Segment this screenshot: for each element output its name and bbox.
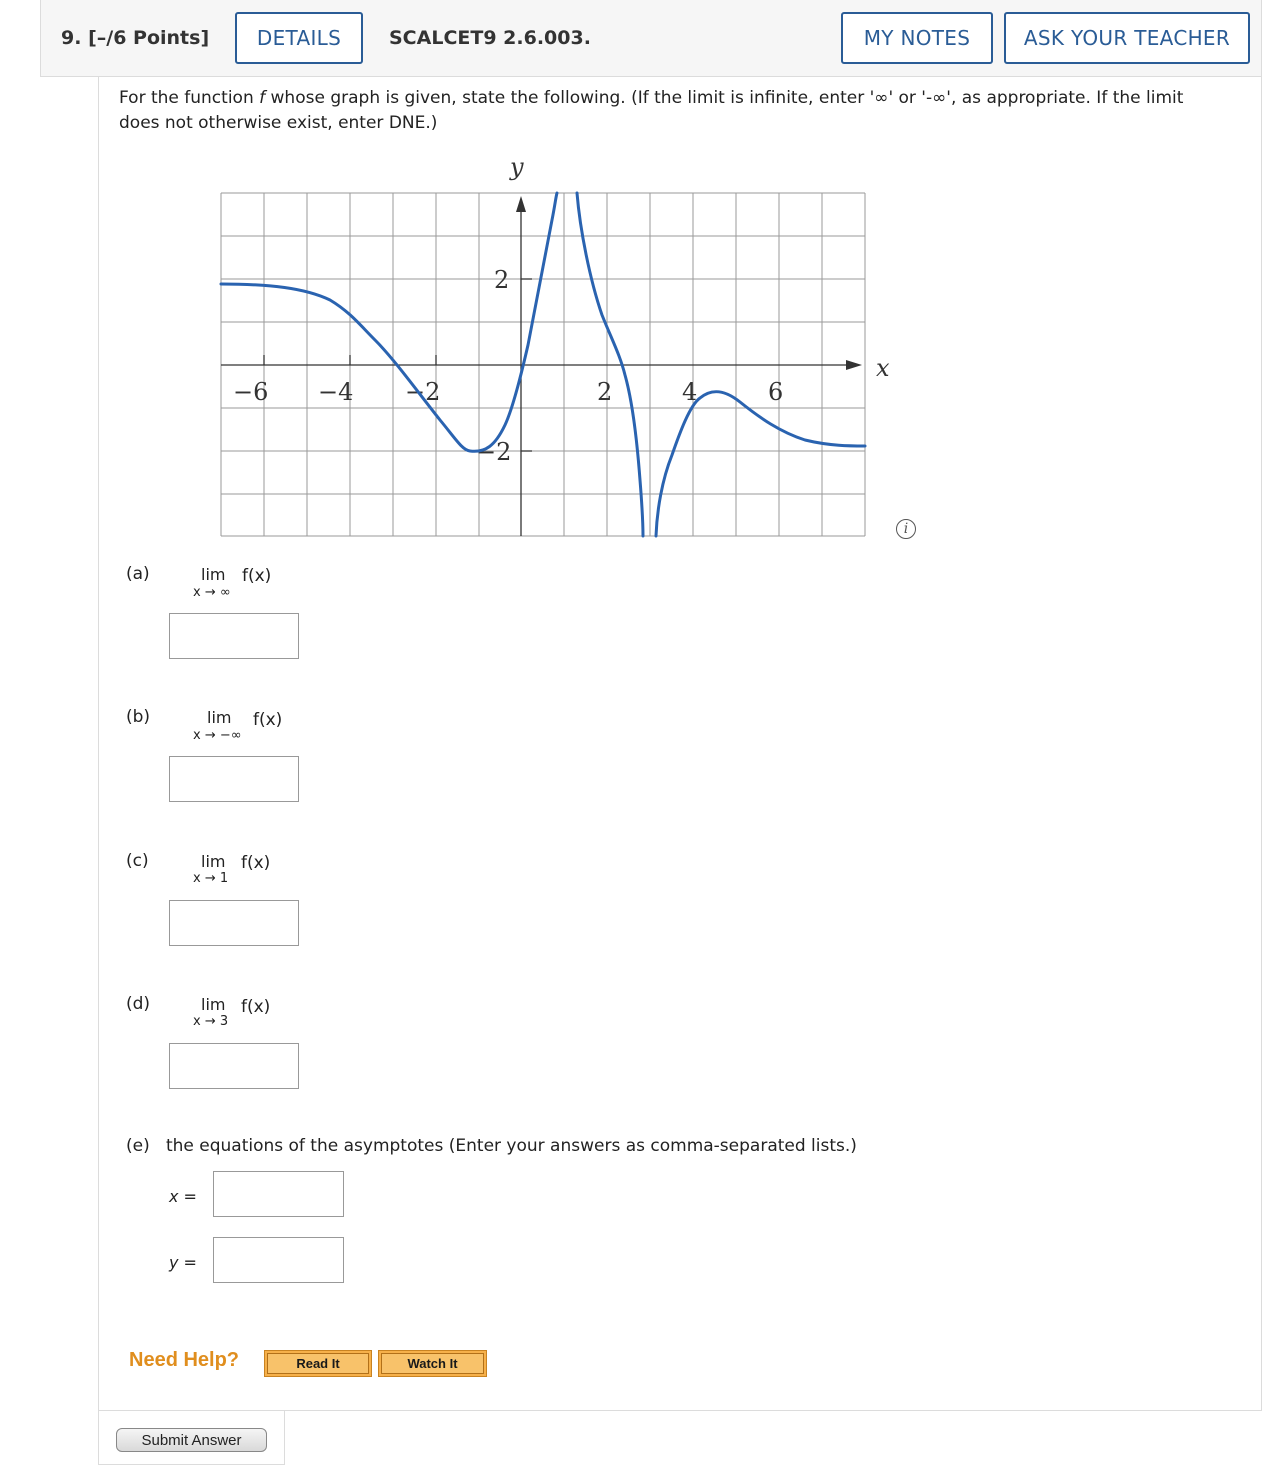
asymptote-x-label: x = (169, 1187, 197, 1206)
read-it-button[interactable] (264, 1350, 372, 1377)
curve-right-branch (656, 392, 865, 536)
x-tick-label: −6 (233, 378, 269, 406)
x-tick-label: −2 (405, 378, 441, 406)
y-tick-label: 2 (494, 266, 510, 294)
part-a-lim-sub: x → ∞ (193, 585, 231, 600)
part-b-answer-input[interactable] (169, 756, 299, 802)
x-tick-label: 2 (597, 378, 613, 406)
need-help-label: Need Help? (129, 1349, 240, 1371)
read-it-label: Read It (267, 1353, 369, 1374)
part-e-label: (e) (126, 1136, 150, 1156)
part-a-label: (a) (126, 564, 150, 584)
details-button[interactable]: DETAILS (235, 12, 363, 64)
asymptote-x-input[interactable] (213, 1171, 344, 1217)
part-d-fx: f(x) (241, 997, 271, 1017)
x-tick-label: −4 (318, 378, 354, 406)
question-code: SCALCET9 2.6.003. (389, 27, 591, 49)
x-axis-label: x (876, 354, 890, 382)
part-b-label: (b) (126, 707, 151, 727)
my-notes-button[interactable]: MY NOTES (841, 12, 993, 64)
part-c-lim-sub: x → 1 (193, 871, 229, 886)
instructions (119, 86, 1229, 136)
instructions-text-2: whose graph is given, state the following. (If the limit is infinite, enter '∞' or '-∞', as appropriate. If the limit does not otherwise exist, enter DNE.) (119, 88, 1184, 133)
part-c-answer-input[interactable] (169, 900, 299, 946)
question-number (61, 27, 209, 49)
x-tick-label: 6 (768, 378, 784, 406)
ask-your-teacher-button[interactable]: ASK YOUR TEACHER (1004, 12, 1250, 64)
y-axis-arrow-icon (516, 196, 526, 212)
y-tick-label: −2 (476, 438, 512, 466)
instructions-function-name: f (259, 88, 266, 108)
x-axis-arrow-icon (846, 360, 862, 370)
part-d-answer-input[interactable] (169, 1043, 299, 1089)
part-c-lim: lim (201, 852, 226, 871)
points-text: [–/6 Points] (88, 27, 210, 49)
part-d-label: (d) (126, 994, 151, 1014)
instructions-text-1: For the function (119, 88, 260, 108)
part-b-lim: lim (207, 708, 232, 727)
x-tick-label: 4 (682, 378, 698, 406)
part-a-fx: f(x) (242, 566, 272, 586)
y-axis-label: y (510, 153, 524, 181)
asymptote-y-label: y = (169, 1253, 197, 1272)
part-e-text: the equations of the asymptotes (Enter your answers as comma-separated lists.) (165, 1136, 857, 1156)
part-d-lim: lim (201, 995, 226, 1014)
part-b-lim-sub: x → −∞ (193, 728, 242, 743)
part-e-question (126, 1136, 857, 1156)
part-d-lim-sub: x → 3 (193, 1014, 229, 1029)
submit-answer-button[interactable]: Submit Answer (116, 1428, 267, 1452)
question-number-text: 9. (61, 27, 82, 49)
watch-it-label: Watch It (381, 1353, 484, 1374)
function-graph (190, 150, 910, 550)
part-c-label: (c) (126, 851, 149, 871)
axes (221, 208, 850, 536)
question-header (40, 0, 1262, 77)
asymptote-y-input[interactable] (213, 1237, 344, 1283)
watch-it-button[interactable] (378, 1350, 487, 1377)
info-icon[interactable]: i (896, 519, 916, 539)
part-a-lim: lim (201, 565, 226, 584)
part-a-answer-input[interactable] (169, 613, 299, 659)
part-b-fx: f(x) (253, 710, 283, 730)
part-c-fx: f(x) (241, 853, 271, 873)
